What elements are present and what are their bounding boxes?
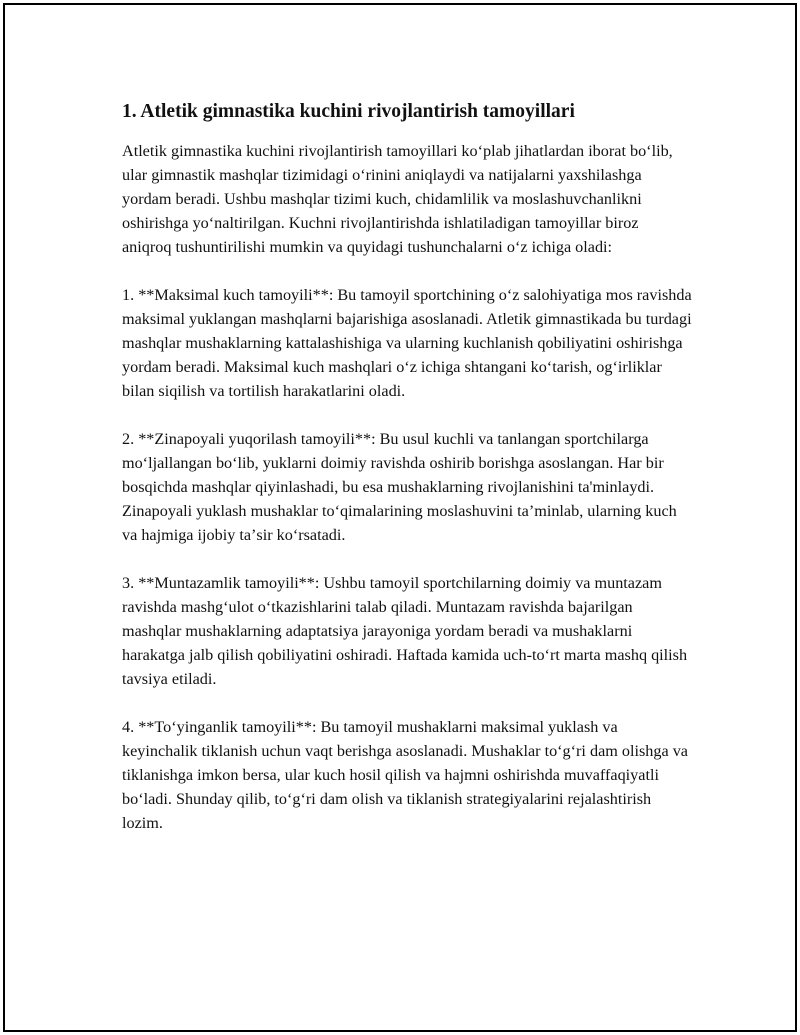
principle-paragraph-saturation: 4. **Toʻyinganlik tamoyili**: Bu tamoyil mushaklarni maksimal yuklash va keyinchalik tiklanish uchun vaqt berishga asoslanadi. Mushaklar toʻgʻri dam olishga va tiklanishga imkon bersa, ular kuch hosil qilish va hajmni oshirishda muvaffaqiyatli boʻladi. Shunday qilib, toʻgʻri dam olish va tiklanish strategiyalarini rejalashtirish lozim. <box>122 718 688 832</box>
principle-paragraph-progressive-loading: 2. **Zinapoyali yuqorilash tamoyili**: Bu usul kuchli va tanlangan sportchilarga moʻljallangan boʻlib, yuklarni doimiy ravishda oshirib borishga asoslangan. Har bir bosqichda mashqlar qiyinlashadi, bu esa mushaklarning rivojlanishini ta'minlaydi. Zinapoyali yuklash mushaklar toʻqimalarining moslashuvini taʼminlab, ularning kuch va hajmiga ijobiy taʼsir koʻrsatadi. <box>122 430 677 544</box>
principle-paragraph-maximal-strength: 1. **Maksimal kuch tamoyili**: Bu tamoyil sportchining oʻz salohiyatiga mos ravishda maksimal yuklangan mashqlarni bajarishiga asoslanadi. Atletik gimnastikada bu turdagi mashqlar mushaklarning kattalashishiga va ularning kuchlanish qobiliyatini oshirishga yordam beradi. Maksimal kuch mashqlari oʻz ichiga shtangani koʻtarish, ogʻirliklar bilan siqilish va tortilish harakatlarini oladi. <box>122 286 692 400</box>
principle-paragraph-regularity: 3. **Muntazamlik tamoyili**: Ushbu tamoyil sportchilarning doimiy va muntazam ravishda mashgʻulot oʻtkazishlarini talab qiladi. Muntazam ravishda bajarilgan mashqlar mushaklarning adaptatsiya jarayoniga yordam beradi va mushaklarni harakatga jalb qilish qobiliyatini oshiradi. Haftada kamida uch-toʻrt marta mashq qilish tavsiya etiladi. <box>122 574 688 688</box>
document-body <box>122 98 692 859</box>
document-page <box>3 3 797 1032</box>
section-heading: 1. Atletik gimnastika kuchini rivojlantirish tamoyillari <box>122 101 575 122</box>
intro-paragraph: Atletik gimnastika kuchini rivojlantirish tamoyillari koʻplab jihatlardan iborat boʻlib, ular gimnastik mashqlar tizimidagi oʻrinini aniqlaydi va natijalarni yaxshilashga yordam beradi. Ushbu mashqlar tizimi kuch, chidamlilik va moslashuvchanlikni oshirishga yoʻnaltirilgan. Kuchni rivojlantirishda ishlatiladigan tamoyillar biroz aniqroq tushuntirilishi mumkin va quyidagi tushunchalarni oʻz ichiga oladi: <box>122 142 673 256</box>
